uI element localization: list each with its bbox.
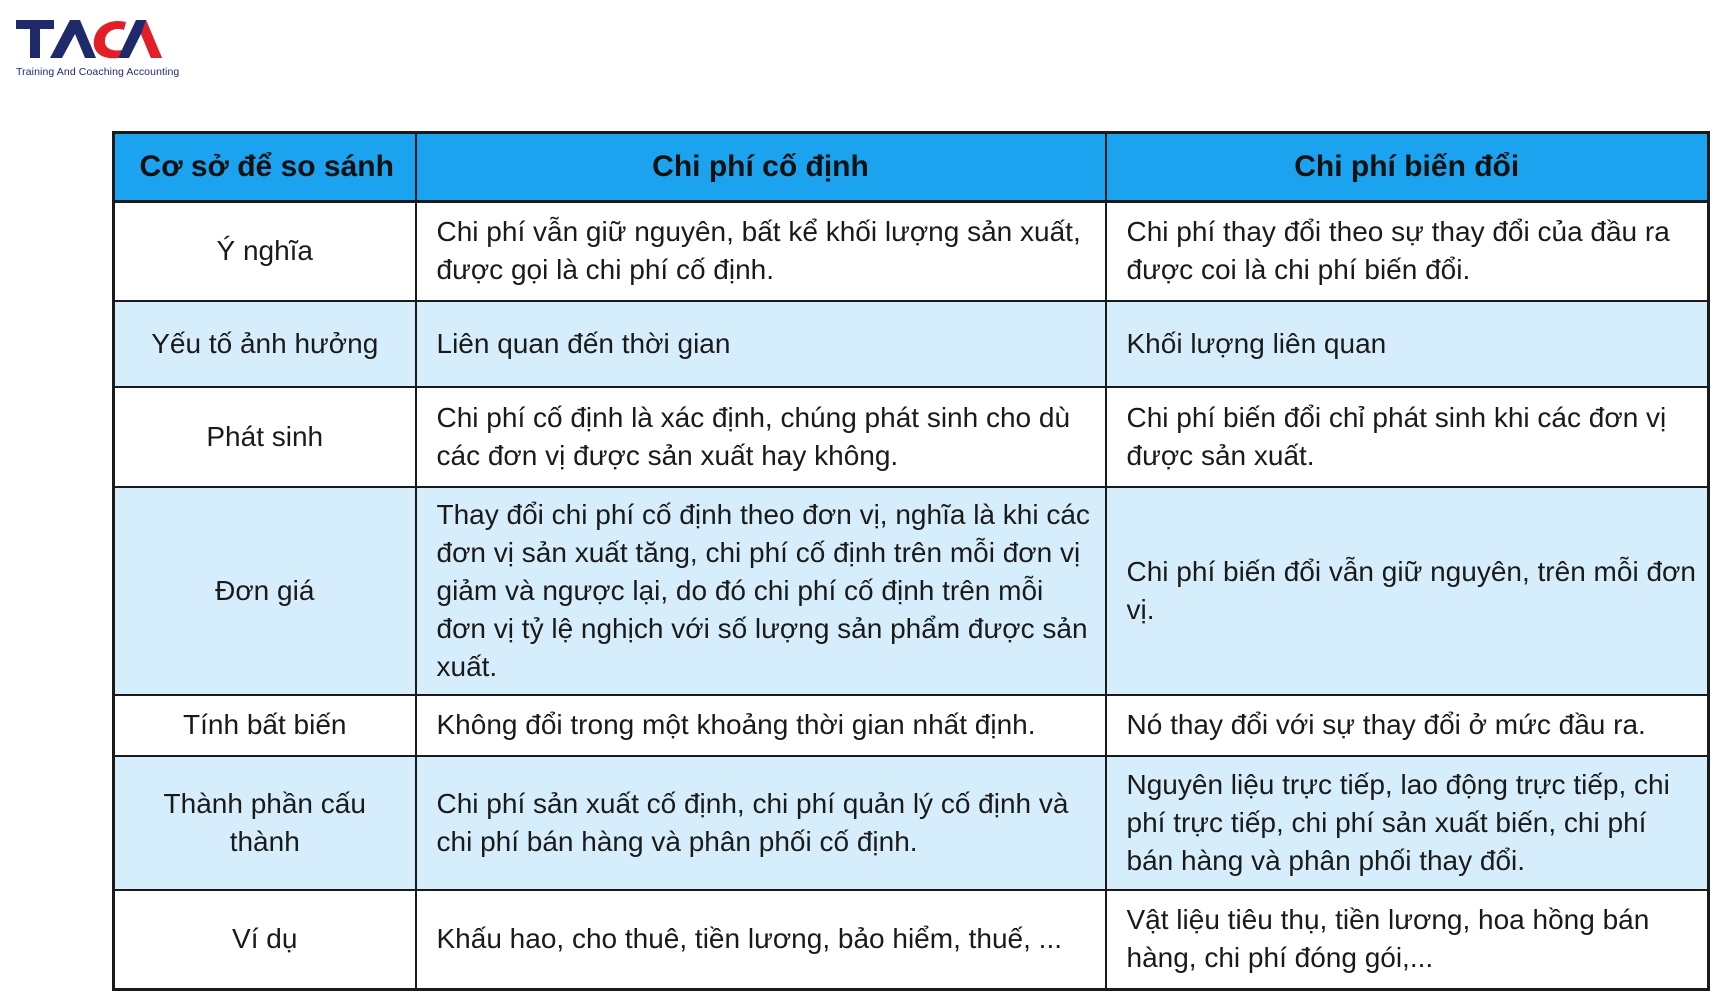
row-variable: Chi phí biến đổi chỉ phát sinh khi các đơn vị được sản xuất. <box>1106 387 1709 487</box>
taca-logo <box>14 14 180 80</box>
table-row <box>114 756 1709 890</box>
header-variable-cost: Chi phí biến đổi <box>1106 133 1709 202</box>
row-fixed: Chi phí vẫn giữ nguyên, bất kể khối lượng sản xuất, được gọi là chi phí cố định. <box>416 202 1106 301</box>
table-row <box>114 301 1709 387</box>
row-variable: Chi phí biến đổi vẫn giữ nguyên, trên mỗi đơn vị. <box>1106 487 1709 695</box>
table-row <box>114 487 1709 695</box>
header-fixed-cost: Chi phí cố định <box>416 133 1106 202</box>
row-fixed: Liên quan đến thời gian <box>416 301 1106 387</box>
taca-logo-mark <box>14 14 164 62</box>
row-basis: Ví dụ <box>114 890 416 990</box>
row-fixed: Thay đổi chi phí cố định theo đơn vị, nghĩa là khi các đơn vị sản xuất tăng, chi phí cố định trên mỗi đơn vị giảm và ngược lại, do đó chi phí cố định trên mỗi đơn vị tỷ lệ nghịch với số lượng sản phẩm được sản xuất. <box>416 487 1106 695</box>
row-variable: Nguyên liệu trực tiếp, lao động trực tiếp, chi phí trực tiếp, chi phí sản xuất biến, chi phí bán hàng và phân phối thay đổi. <box>1106 756 1709 890</box>
row-variable: Nó thay đổi với sự thay đổi ở mức đầu ra. <box>1106 695 1709 756</box>
row-variable: Chi phí thay đổi theo sự thay đổi của đầu ra được coi là chi phí biến đổi. <box>1106 202 1709 301</box>
row-variable: Vật liệu tiêu thụ, tiền lương, hoa hồng bán hàng, chi phí đóng gói,... <box>1106 890 1709 990</box>
logo-tagline: Training And Coaching Accounting <box>16 66 180 78</box>
table-row <box>114 202 1709 301</box>
row-variable: Khối lượng liên quan <box>1106 301 1709 387</box>
header-basis: Cơ sở để so sánh <box>114 133 416 202</box>
row-basis: Đơn giá <box>114 487 416 695</box>
row-fixed: Chi phí cố định là xác định, chúng phát sinh cho dù các đơn vị được sản xuất hay không. <box>416 387 1106 487</box>
row-basis: Phát sinh <box>114 387 416 487</box>
row-basis: Thành phần cấu thành <box>114 756 416 890</box>
row-fixed: Chi phí sản xuất cố định, chi phí quản lý cố định và chi phí bán hàng và phân phối cố định. <box>416 756 1106 890</box>
row-basis: Ý nghĩa <box>114 202 416 301</box>
row-basis: Yếu tố ảnh hưởng <box>114 301 416 387</box>
row-basis: Tính bất biến <box>114 695 416 756</box>
row-fixed: Không đổi trong một khoảng thời gian nhất định. <box>416 695 1106 756</box>
row-fixed: Khấu hao, cho thuê, tiền lương, bảo hiểm, thuế, ... <box>416 890 1106 990</box>
cost-comparison-table <box>112 131 1710 991</box>
table-row <box>114 387 1709 487</box>
table-row <box>114 890 1709 990</box>
table-row <box>114 695 1709 756</box>
table-header-row <box>114 133 1709 202</box>
